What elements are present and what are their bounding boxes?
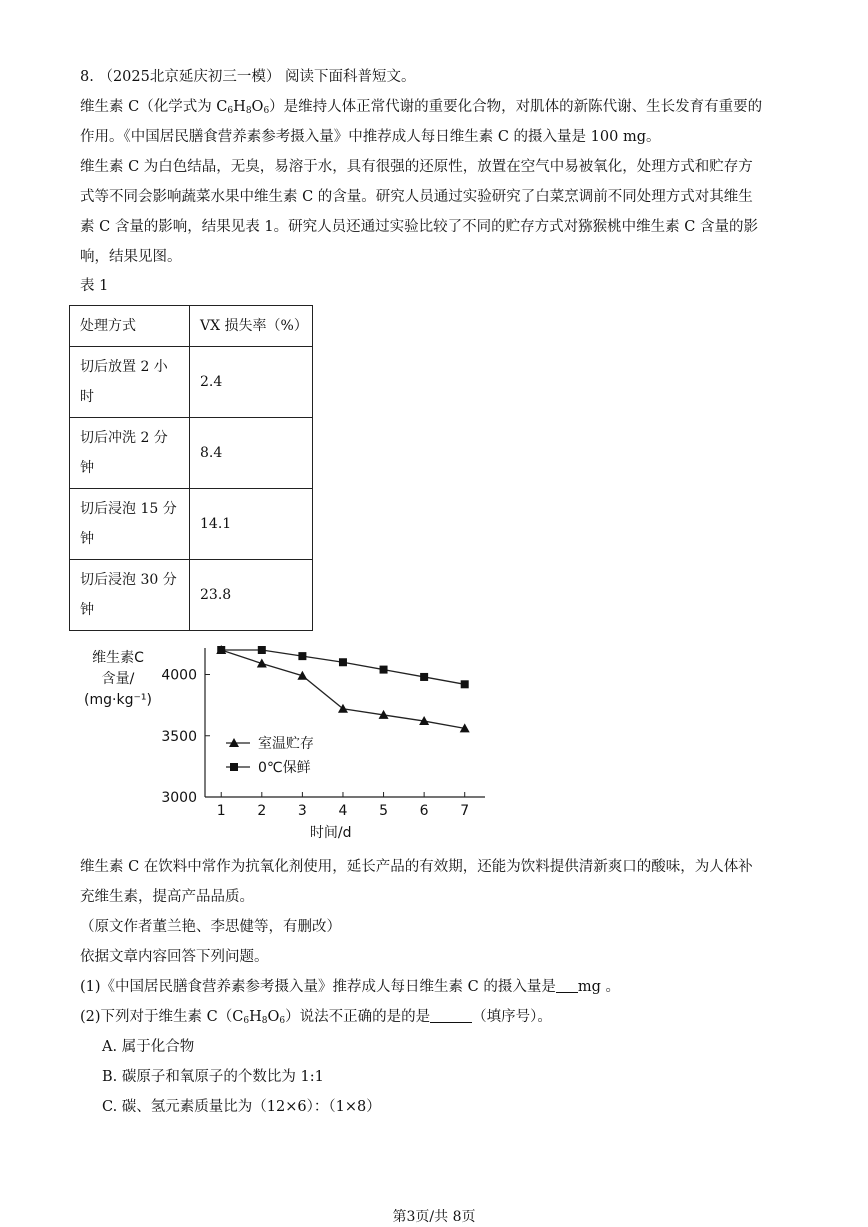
vc-loss-table <box>69 305 313 631</box>
x-tick-label: 3 <box>297 803 307 819</box>
paragraph-1-line-1: 维生素 C（化学式为 $C_6H_8O_6$）是维持人体正常代谢的重要化合物，对肌体的新陈代谢、生长发育有重要的 <box>80 99 763 116</box>
y-axis-label: (mg·kg⁻¹) <box>84 692 152 708</box>
x-tick-label: 5 <box>379 803 389 819</box>
answer-blank-1[interactable] <box>556 978 578 993</box>
table-row <box>70 489 313 560</box>
y-axis-label: 含量/ <box>101 671 135 687</box>
table-cell-value: 14.1 <box>190 489 313 560</box>
option-b: B. 碳原子和氧原子的个数比为 1:1 <box>102 1069 324 1085</box>
question-source: （2025北京延庆初三一模） <box>98 69 281 85</box>
answer-blank-2[interactable] <box>430 1008 472 1023</box>
data-point-square <box>217 646 225 654</box>
table-cell-value: 2.4 <box>190 347 313 418</box>
legend-label: 室温贮存 <box>258 736 314 752</box>
table-header-row <box>70 306 313 347</box>
paragraph-1-line-2: 作用。《中国居民膳食营养素参考摄入量》中推荐成人每日维生素 C 的摄入量是 100 mg。 <box>80 129 661 145</box>
data-point-square <box>461 680 469 688</box>
x-tick-label: 7 <box>460 803 470 819</box>
option-c: C. 碳、氢元素质量比为（12×6）：（1×8） <box>102 1099 381 1115</box>
question-2: (2)下列对于维生素 $C(C_6H_8O_6)$说法不正确的是的是 （填序号）。 <box>80 1009 552 1026</box>
table-cell-method: 切后浸泡 30 分钟 <box>70 560 190 631</box>
attribution: （原文作者董兰艳、李思健等，有删改） <box>80 919 341 935</box>
table-row <box>70 347 313 418</box>
y-tick-label: 4000 <box>161 667 197 684</box>
data-point-square <box>339 658 347 666</box>
data-point-square <box>420 673 428 681</box>
legend-label: 0℃保鲜 <box>258 760 311 776</box>
table-row <box>70 560 313 631</box>
table-cell-method: 切后放置 2 小时 <box>70 347 190 418</box>
y-axis-label: 维生素C <box>92 650 144 666</box>
data-point-square <box>258 646 266 654</box>
page-footer: 第3页/共 8页 <box>392 1209 476 1225</box>
data-point-square <box>298 652 306 660</box>
paragraph-2-line-2: 式等不同会影响蔬菜水果中维生素 C 的含量。研究人员通过实验研究了白菜烹调前不同处理方式对其维生 <box>80 189 753 205</box>
paragraph-2-line-1: 维生素 C 为白色结晶，无臭，易溶于水，具有很强的还原性，放置在空气中易被氧化，处理方式和贮存方 <box>80 159 753 175</box>
table-header-method: 处理方式 <box>70 306 190 347</box>
table-cell-method: 切后浸泡 15 分钟 <box>70 489 190 560</box>
paragraph-2-line-4: 响，结果见图。 <box>80 249 182 265</box>
question-header <box>80 67 808 87</box>
question-instruction: 阅读下面科普短文。 <box>284 69 416 85</box>
x-tick-label: 1 <box>216 803 226 819</box>
x-tick-label: 4 <box>338 803 348 819</box>
x-tick-label: 2 <box>257 803 267 819</box>
y-tick-label: 3000 <box>161 790 197 806</box>
table-cell-method: 切后冲洗 2 分钟 <box>70 418 190 489</box>
legend-marker-square <box>230 763 238 771</box>
data-point-square <box>380 666 388 674</box>
question-number: 8. <box>80 69 94 85</box>
question-1: (1)《中国居民膳食营养素参考摄入量》推荐成人每日维生素 C 的摄入量是 mg 。 <box>80 979 620 995</box>
x-axis-label: 时间/d <box>309 825 352 841</box>
table-header-loss: VX 损失率（%） <box>190 306 313 347</box>
answer-prompt: 依据文章内容回答下列问题。 <box>80 949 269 965</box>
table-cell-value: 23.8 <box>190 560 313 631</box>
table-caption: 表 1 <box>80 278 109 294</box>
table-cell-value: 8.4 <box>190 418 313 489</box>
y-tick-label: 3500 <box>161 728 197 745</box>
paragraph-2-line-3: 素 C 含量的影响，结果见表 1。研究人员还通过实验比较了不同的贮存方式对猕猴桃中维生素 C 含量的影 <box>80 219 758 235</box>
paragraph-3-line-2: 充维生素，提高产品品质。 <box>80 889 254 905</box>
table-row <box>70 418 313 489</box>
vc-storage-chart <box>80 640 500 845</box>
x-tick-label: 6 <box>419 803 429 819</box>
option-a: A. 属于化合物 <box>102 1039 195 1055</box>
paragraph-3-line-1: 维生素 C 在饮料中常作为抗氧化剂使用，延长产品的有效期，还能为饮料提供清新爽口的酸味，为人体补 <box>80 859 753 875</box>
